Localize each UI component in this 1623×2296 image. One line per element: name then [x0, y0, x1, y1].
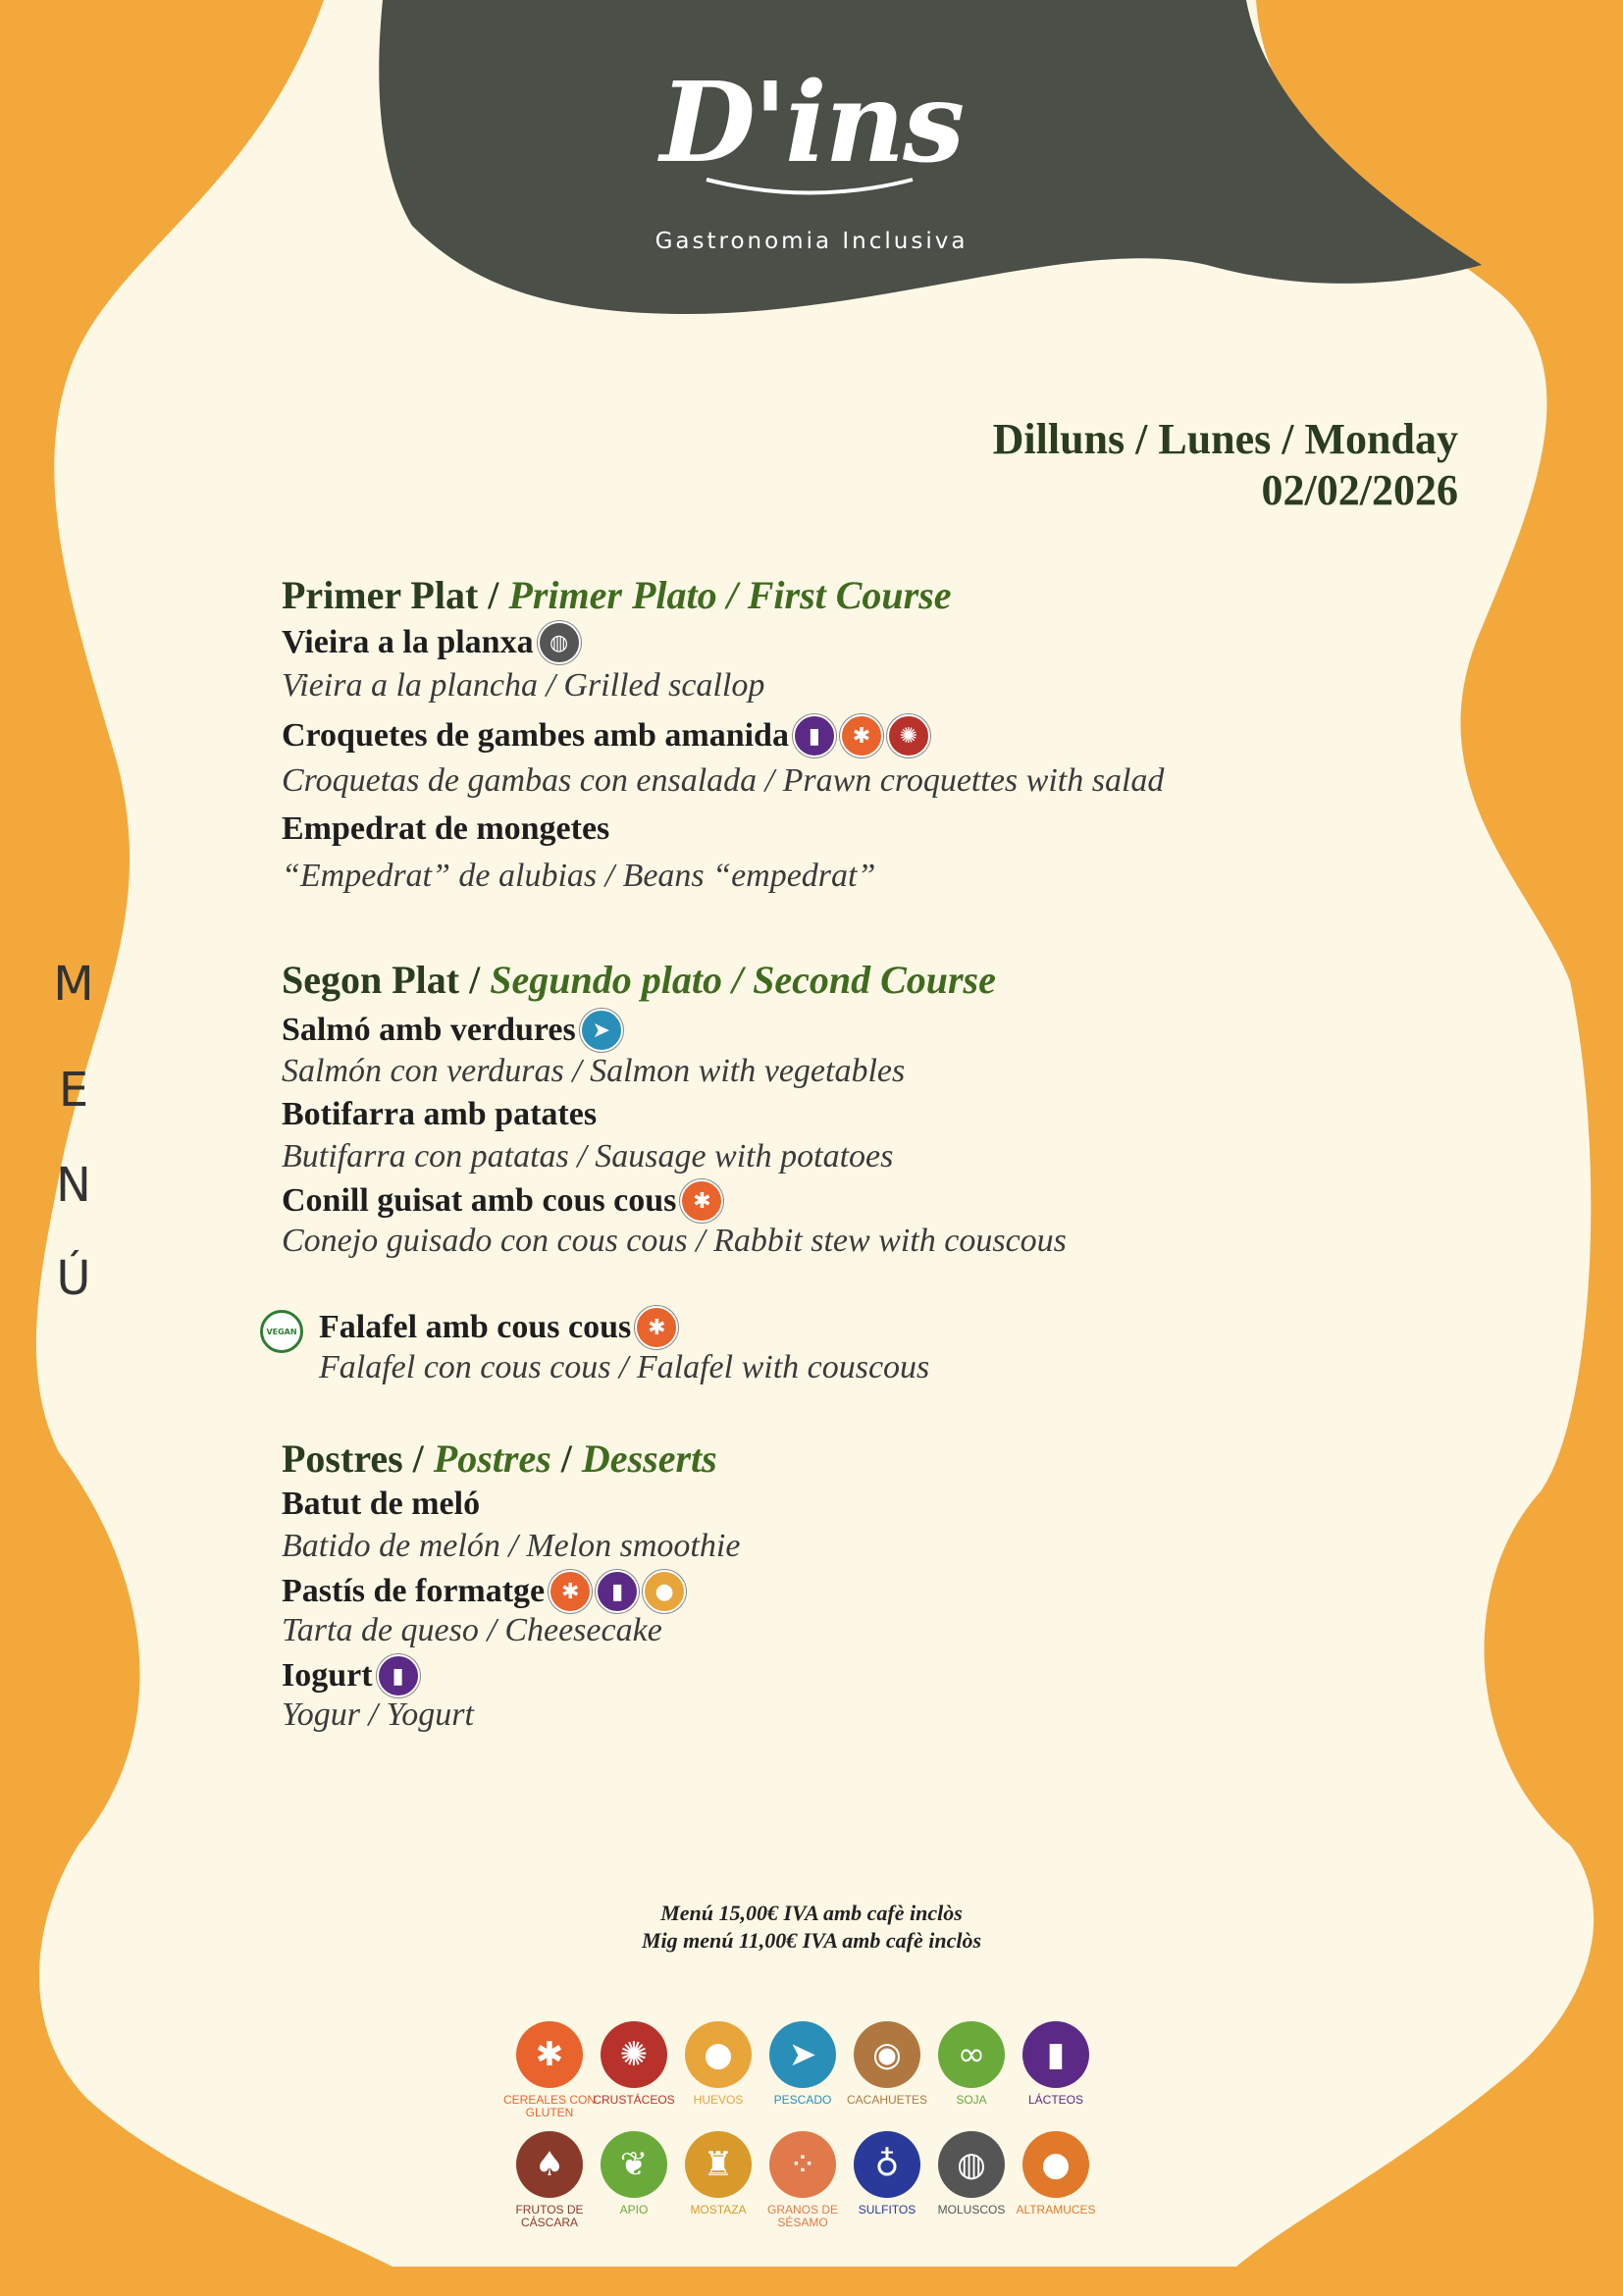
- legend-label: CACAHUETES: [846, 2093, 927, 2107]
- legend-label: PESCADO: [773, 2093, 832, 2107]
- legend-label: APIO: [619, 2203, 649, 2217]
- wheat-icon: ✱: [635, 1306, 678, 1349]
- shell-icon: ◍: [938, 2131, 1005, 2198]
- dish-name: [282, 1654, 420, 1697]
- legend-item-sulfitos: [838, 2131, 936, 2229]
- wheat-icon: ✱: [840, 714, 883, 757]
- dish-description: Croquetas de gambas con ensalada / Prawn croquettes with salad: [282, 762, 1165, 799]
- legend-label: ALTRAMUCES: [1016, 2203, 1096, 2217]
- dish-name-text: Batut de meló: [282, 1486, 481, 1522]
- section-title-en: Desserts: [581, 1436, 717, 1481]
- crab-icon: ✺: [887, 714, 930, 757]
- vegan-badge-icon: [260, 1310, 303, 1353]
- dish-name: [282, 1486, 480, 1523]
- dish-name: [282, 1570, 686, 1613]
- section-title-translations: Segundo plato / Second Course: [490, 958, 996, 1002]
- milk-icon: ▮: [596, 1570, 639, 1613]
- legend-item-huevos: [669, 2021, 767, 2119]
- egg-icon: ●: [685, 2021, 752, 2088]
- dish-name-text: Salmó amb verdures: [282, 1012, 576, 1048]
- mustard-icon: ♜: [685, 2131, 752, 2198]
- dish-name-text: Falafel amb cous cous: [319, 1309, 632, 1345]
- legend-label: SULFITOS: [858, 2203, 916, 2217]
- section-title-es: Postres: [433, 1436, 551, 1481]
- dish-name-text: Iogurt: [282, 1657, 373, 1694]
- legend-item-crustaceos: [585, 2021, 683, 2119]
- dish-name-text: Botifarra amb patates: [282, 1096, 598, 1132]
- section-title-ca: Primer Plat /: [282, 573, 509, 617]
- crab-icon: ✺: [601, 2021, 667, 2088]
- dish-description: Batido de melón / Melon smoothie: [282, 1528, 741, 1564]
- legend-label: HUEVOS: [693, 2093, 744, 2107]
- menu-letter: N: [56, 1158, 91, 1213]
- date-block: [993, 414, 1458, 516]
- egg-icon: ●: [643, 1570, 686, 1613]
- legend-item-frutos: [500, 2131, 599, 2229]
- menu-letter: Ú: [56, 1251, 91, 1306]
- dish-name: [282, 1009, 623, 1052]
- legend-label: FRUTOS DE CÁSCARA: [515, 2203, 584, 2229]
- milk-icon: ▮: [1022, 2021, 1089, 2088]
- dish-name: [282, 621, 581, 664]
- milk-icon: ▮: [377, 1654, 420, 1697]
- shell-icon: ◍: [538, 621, 581, 664]
- wheat-icon: ✱: [516, 2021, 583, 2088]
- legend-item-apio: [585, 2131, 683, 2229]
- legend-item-cereales: [500, 2021, 599, 2119]
- celery-icon: ❦: [601, 2131, 667, 2198]
- section-title-translations: Primer Plato / First Course: [508, 573, 952, 617]
- allergen-legend-row-2: [500, 2131, 1105, 2229]
- price-info: [0, 1900, 1623, 1955]
- brand-logo: D'ins: [659, 59, 964, 187]
- dish-name-text: Vieira a la planxa: [282, 624, 534, 660]
- dish-name-text: Croquetes de gambes amb amanida: [282, 717, 789, 754]
- wheat-icon: ✱: [549, 1570, 592, 1613]
- legend-label: SOJA: [956, 2093, 987, 2107]
- price-full-menu: Menú 15,00€ IVA amb cafè inclòs: [660, 1901, 963, 1925]
- legend-item-pescado: [754, 2021, 852, 2119]
- section-title-ca: Segon Plat /: [282, 958, 491, 1002]
- wine-glass-icon: ♁: [854, 2131, 920, 2198]
- dish-description: Vieira a la plancha / Grilled scallop: [282, 667, 765, 704]
- dish-name-text: Pastís de formatge: [282, 1573, 546, 1609]
- legend-item-cacahuetes: [838, 2021, 936, 2119]
- peanut-icon: ◉: [854, 2021, 920, 2088]
- vegan-badge-text: VEGAN: [266, 1327, 297, 1336]
- dish-description: Falafel con cous cous / Falafel with couscous: [319, 1349, 930, 1385]
- dish-description: Salmón con verduras / Salmon with vegetables: [282, 1053, 906, 1089]
- legend-label: CRUSTÁCEOS: [593, 2093, 675, 2107]
- dish-description: Tarta de queso / Cheesecake: [282, 1612, 662, 1648]
- price-half-menu: Mig menú 11,00€ IVA amb cafè inclòs: [641, 1928, 982, 1953]
- dish-description: “Empedrat” de alubias / Beans “empedrat”: [282, 858, 876, 894]
- fish-icon: ➤: [580, 1009, 623, 1052]
- nut-icon: ♠: [516, 2131, 583, 2198]
- dish-description: Yogur / Yogurt: [282, 1696, 474, 1733]
- lupin-icon: ●: [1022, 2131, 1089, 2198]
- legend-item-moluscos: [922, 2131, 1021, 2229]
- dish-description: Butifarra con patatas / Sausage with potatoes: [282, 1138, 894, 1174]
- milk-icon: ▮: [793, 714, 836, 757]
- menu-letter: M: [53, 957, 94, 1012]
- dish-name: [282, 714, 930, 757]
- fish-icon: ➤: [769, 2021, 836, 2088]
- legend-label: LÁCTEOS: [1027, 2093, 1083, 2107]
- legend-item-mostaza: [669, 2131, 767, 2229]
- legend-label: CEREALES CON GLUTEN: [502, 2093, 597, 2119]
- legend-label: MOLUSCOS: [937, 2203, 1006, 2217]
- soy-icon: ∞: [938, 2021, 1005, 2088]
- legend-item-soja: [922, 2021, 1021, 2119]
- section-title-first: [282, 572, 952, 618]
- sesame-icon: ⁘: [769, 2131, 836, 2198]
- menu-letter: E: [58, 1063, 89, 1118]
- dish-name-text: Conill guisat amb cous cous: [282, 1182, 677, 1219]
- legend-label: GRANOS DE SÉSAMO: [766, 2203, 838, 2229]
- legend-label: MOSTAZA: [690, 2203, 747, 2217]
- date-label: 02/02/2026: [1261, 466, 1458, 514]
- dish-name: [319, 1306, 678, 1349]
- dish-name: [282, 1096, 597, 1133]
- wheat-icon: ✱: [680, 1179, 723, 1223]
- section-title-ca: Postres /: [282, 1436, 434, 1481]
- legend-item-sesamo: [754, 2131, 852, 2229]
- dish-description: Conejo guisado con cous cous / Rabbit stew with couscous: [282, 1223, 1067, 1259]
- legend-item-altramuces: [1007, 2131, 1105, 2229]
- section-title-second: [282, 957, 996, 1003]
- section-title-desserts: [282, 1435, 717, 1482]
- allergen-legend-row-1: [500, 2021, 1105, 2119]
- section-title-sep: /: [550, 1436, 582, 1481]
- brand-tagline: Gastronomia Inclusiva: [654, 229, 969, 254]
- dish-name-text: Empedrat de mongetes: [282, 810, 610, 847]
- dish-name: [282, 1179, 723, 1223]
- legend-item-lacteos: [1007, 2021, 1105, 2119]
- dish-name: [282, 810, 609, 848]
- day-label: Dilluns / Lunes / Monday: [992, 415, 1458, 463]
